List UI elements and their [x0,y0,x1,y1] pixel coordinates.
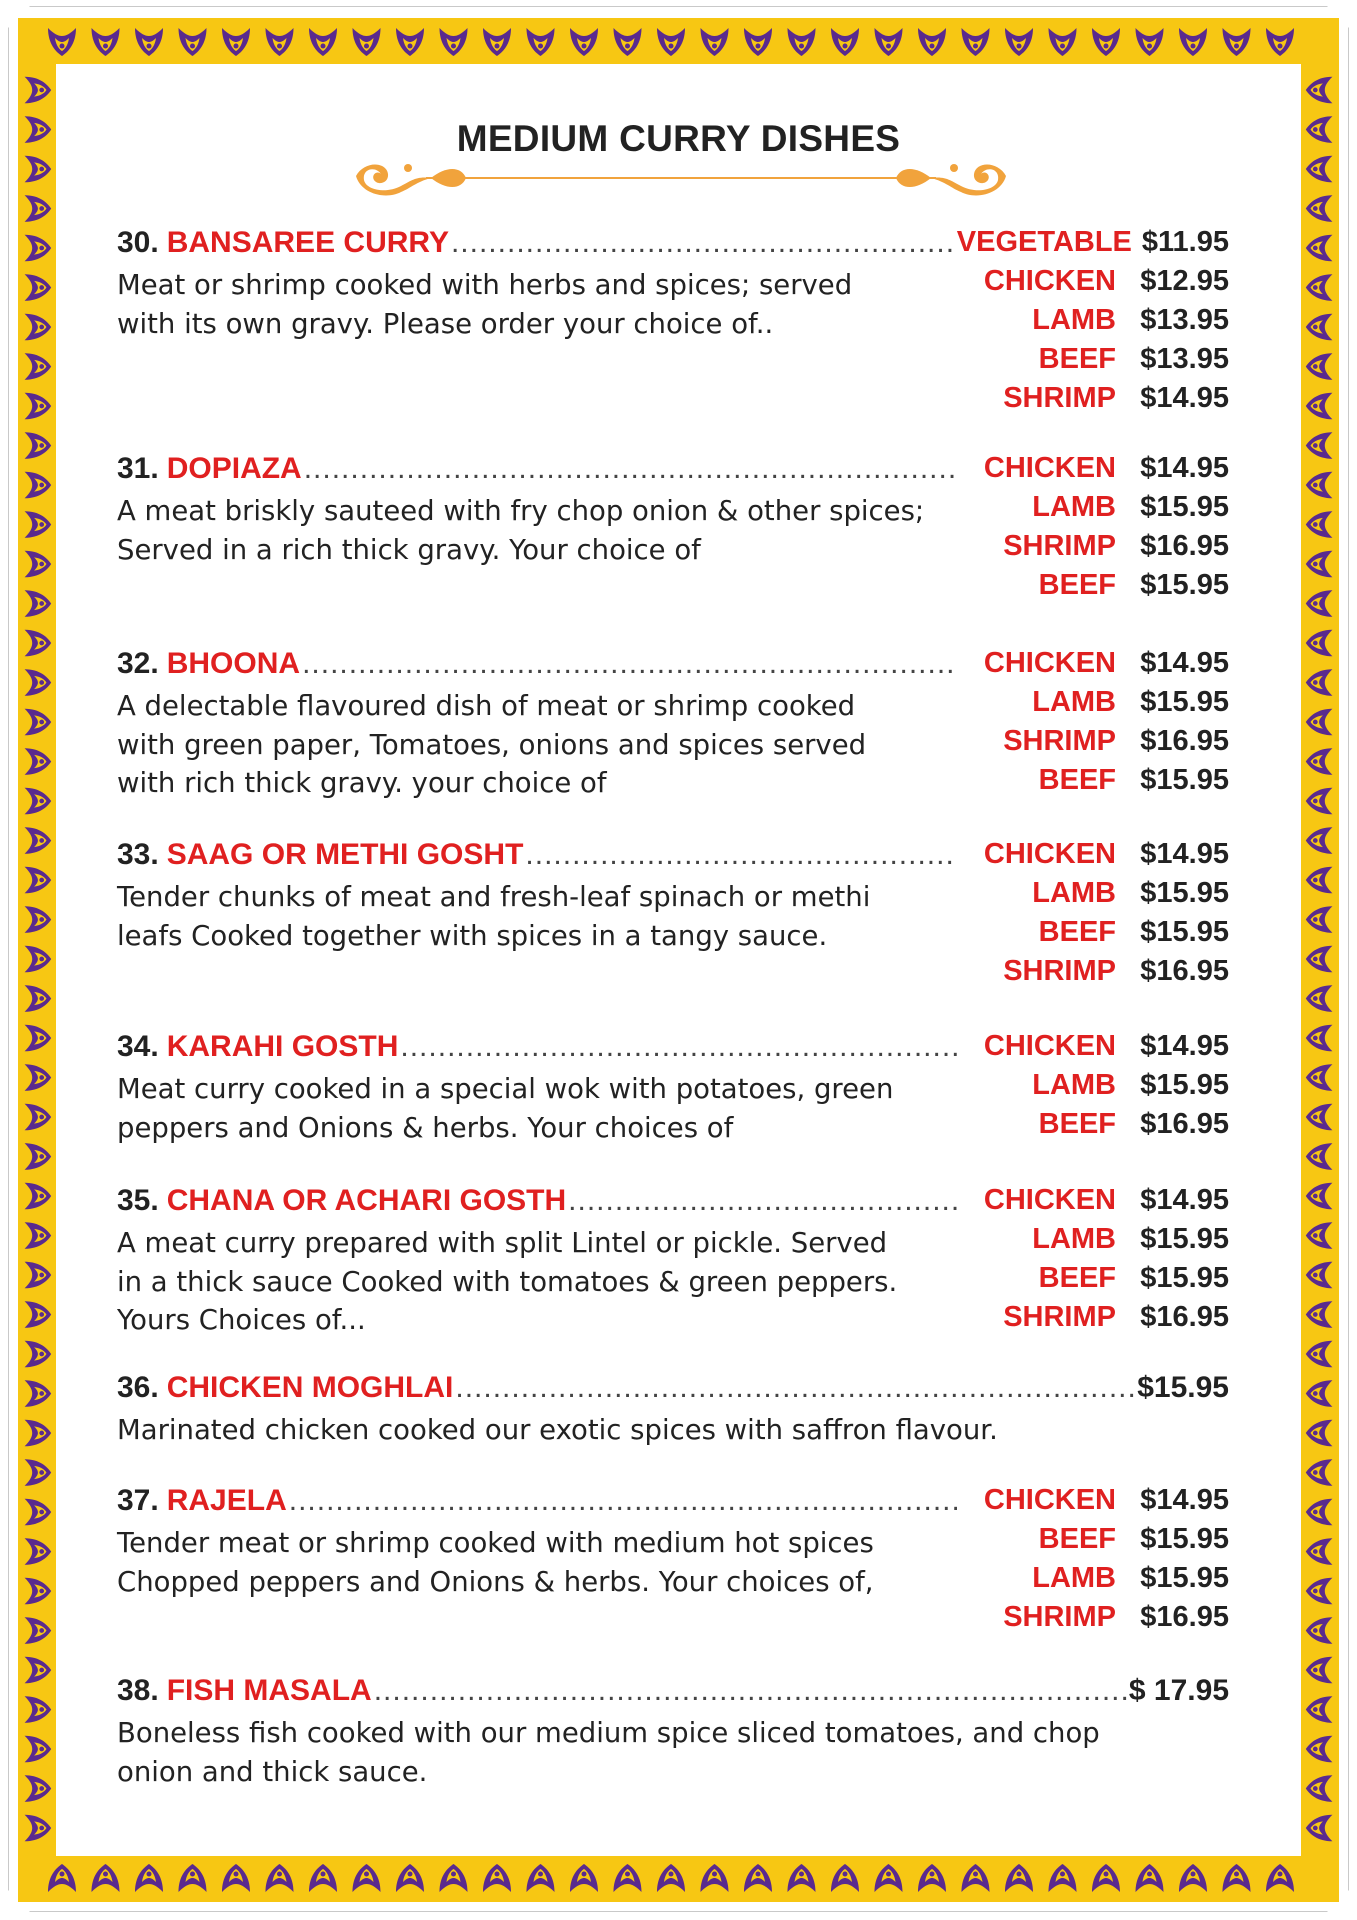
price-option-row [959,1262,1229,1301]
item-name: BHOONA [166,647,301,680]
option-price: $15.95 [1140,1262,1229,1294]
price-options [959,1184,1229,1340]
description-line: peppers and Onions & herbs. Your choices of [117,1111,734,1144]
menu-item [117,452,1229,601]
dot-leader [525,838,957,872]
option-price: $15.95 [1140,1069,1229,1101]
item-name: RAJELA [166,1484,287,1517]
price-options [959,1030,1229,1147]
item-number: 30. [117,226,159,259]
option-name: LAMB [1032,491,1116,523]
price-option-row [959,1184,1229,1223]
price-option-row [959,1301,1229,1340]
price-option-row [959,569,1229,608]
price-options [959,647,1229,803]
option-name: SHRIMP [1003,1601,1116,1633]
dot-leader [304,452,957,486]
item-description [117,687,987,803]
price-option-row [959,265,1229,304]
description-line: Marinated chicken cooked our exotic spices with saffron flavour. [117,1414,998,1446]
option-price: $15.95 [1140,686,1229,718]
price-option-row [959,1069,1229,1108]
dot-leader [400,1030,957,1064]
price-option-row [959,877,1229,916]
item-description [117,1714,1207,1791]
option-price: $14.95 [1140,1030,1229,1062]
title-ornament-icon [356,156,1006,206]
description-line: Yours Choices of... [117,1304,366,1336]
description-line: Boneless fish cooked with our medium spice sliced tomatoes, and chop [117,1717,1100,1749]
option-name: BEEF [1038,343,1116,375]
option-name: BEEF [1038,1523,1116,1555]
option-name: CHICKEN [983,838,1116,870]
description-line: Chopped peppers and Onions & herbs. Your choices of, [117,1565,874,1598]
menu-item [117,226,1229,414]
item-name: CHICKEN MOGHLAI [166,1371,454,1404]
price-option-row [959,1223,1229,1262]
option-name: LAMB [1032,304,1116,336]
description-line: Tender meat or shrimp cooked with medium hot spices [117,1527,874,1559]
option-name: SHRIMP [1003,725,1116,757]
option-price: $14.95 [1140,1184,1229,1216]
price-option-row [959,1030,1229,1069]
item-number: 35. [117,1184,159,1217]
item-number: 37. [117,1484,159,1517]
description-line: Tender chunks of meat and fresh-leaf spinach or methi [117,881,871,913]
description-line: Served in a rich thick gravy. Your choice of [117,533,701,566]
price-option-row [959,343,1229,382]
option-price: $14.95 [1140,838,1229,870]
item-description [117,1224,987,1340]
option-name: SHRIMP [1003,382,1116,414]
item-description [117,1411,1207,1450]
item-number: 36. [117,1371,159,1404]
price-option-row [959,647,1229,686]
description-line: with its own gravy. Please order your choice of.. [117,307,774,340]
menu-item-header [117,1371,1229,1411]
menu-item [117,838,1229,987]
price-option-row [959,304,1229,343]
page-title: MEDIUM CURRY DISHES [456,118,901,159]
price-option-row [959,1523,1229,1562]
option-name: CHICKEN [983,1484,1116,1516]
price-option-row [956,226,1229,265]
option-price: $15.95 [1140,764,1229,796]
price-option-row [959,1484,1229,1523]
option-price: $12.95 [1140,265,1229,297]
option-price: $11.95 [1141,226,1229,258]
dot-leader [374,1674,1127,1708]
price-option-row [959,686,1229,725]
price-option-row [959,916,1229,955]
price-options [959,452,1229,608]
option-price: $14.95 [1140,647,1229,679]
option-name: SHRIMP [1003,1301,1116,1333]
price-option-row [959,1562,1229,1601]
option-name: SHRIMP [1003,530,1116,562]
option-price: $13.95 [1140,304,1229,336]
option-price: $14.95 [1140,382,1229,414]
option-price: $16.95 [1140,725,1229,757]
item-number: 33. [117,838,159,871]
item-description [117,1524,987,1601]
item-name: SAAG OR METHI GOSHT [166,838,524,871]
item-name: KARAHI GOSTH [166,1030,399,1063]
option-name: BEEF [1038,1108,1116,1140]
option-price: $14.95 [1140,1484,1229,1516]
price-option-row [959,764,1229,803]
option-name: BEEF [1038,569,1116,601]
price-options [956,226,1229,421]
price-option-row [959,1601,1229,1640]
item-name: DOPIAZA [166,452,302,485]
option-name: CHICKEN [983,452,1116,484]
description-line: with green paper, Tomatoes, onions and spices served [117,728,867,761]
item-price: $ 17.95 [1128,1674,1229,1707]
description-line: Meat or shrimp cooked with herbs and spices; served [117,269,853,301]
description-line: A meat curry prepared with split Lintel or pickle. Served [117,1227,888,1259]
item-name: FISH MASALA [166,1674,372,1707]
price-option-row [959,725,1229,764]
menu-item [117,1030,1229,1144]
price-option-row [959,1108,1229,1147]
description-line: in a thick sauce Cooked with tomatoes & green peppers. [117,1265,898,1298]
price-option-row [959,955,1229,994]
option-price: $16.95 [1140,1601,1229,1633]
dot-leader [289,1484,957,1518]
dot-leader [302,647,957,681]
item-number: 32. [117,647,159,680]
option-name: BEEF [1038,916,1116,948]
dot-leader [568,1184,957,1218]
option-name: CHICKEN [983,1030,1116,1062]
option-price: $15.95 [1140,569,1229,601]
dot-leader [451,226,957,260]
price-options [959,838,1229,994]
option-name: BEEF [1038,1262,1116,1294]
menu-item [117,1184,1229,1336]
price-option-row [959,491,1229,530]
option-price: $15.95 [1140,1562,1229,1594]
option-name: LAMB [1032,1223,1116,1255]
option-name: LAMB [1032,1562,1116,1594]
description-line: with rich thick gravy. your choice of [117,767,607,799]
item-number: 38. [117,1674,159,1707]
item-number: 34. [117,1030,159,1063]
option-name: LAMB [1032,1069,1116,1101]
dot-leader [455,1371,1135,1405]
option-price: $16.95 [1140,530,1229,562]
price-options [959,1484,1229,1640]
item-description [117,1070,987,1147]
option-price: $15.95 [1140,1523,1229,1555]
option-name: CHICKEN [983,265,1116,297]
description-line: A meat briskly sauteed with fry chop onion & other spices; [117,495,925,527]
option-price: $15.95 [1140,916,1229,948]
option-name: SHRIMP [1003,955,1116,987]
item-description [117,266,987,343]
menu-item [117,1371,1229,1446]
item-description [117,492,987,569]
option-price: $15.95 [1140,1223,1229,1255]
option-price: $16.95 [1140,1301,1229,1333]
price-option-row [959,382,1229,421]
option-name: LAMB [1032,686,1116,718]
option-name: BEEF [1038,764,1116,796]
option-price: $16.95 [1140,1108,1229,1140]
option-price: $16.95 [1140,955,1229,987]
menu-item [117,1484,1229,1633]
option-name: LAMB [1032,877,1116,909]
item-name: CHANA OR ACHARI GOSTH [166,1184,567,1217]
description-line: A delectable flavoured dish of meat or shrimp cooked [117,690,856,722]
description-line: leafs Cooked together with spices in a tangy sauce. [117,919,828,952]
menu-item [117,647,1229,799]
option-name: CHICKEN [983,1184,1116,1216]
menu-item [117,1674,1229,1788]
description-line: onion and thick sauce. [117,1755,428,1788]
item-description [117,878,987,955]
option-name: CHICKEN [983,647,1116,679]
menu-item-header [117,1674,1229,1714]
item-price: $15.95 [1137,1371,1229,1404]
price-option-row [959,838,1229,877]
option-price: $13.95 [1140,343,1229,375]
option-name: VEGETABLE [956,226,1132,258]
option-price: $15.95 [1140,491,1229,523]
price-option-row [959,530,1229,569]
description-line: Meat curry cooked in a special wok with potatoes, green [117,1073,894,1105]
item-name: BANSAREE CURRY [166,226,449,259]
price-option-row [959,452,1229,491]
option-price: $14.95 [1140,452,1229,484]
option-price: $15.95 [1140,877,1229,909]
item-number: 31. [117,452,159,485]
